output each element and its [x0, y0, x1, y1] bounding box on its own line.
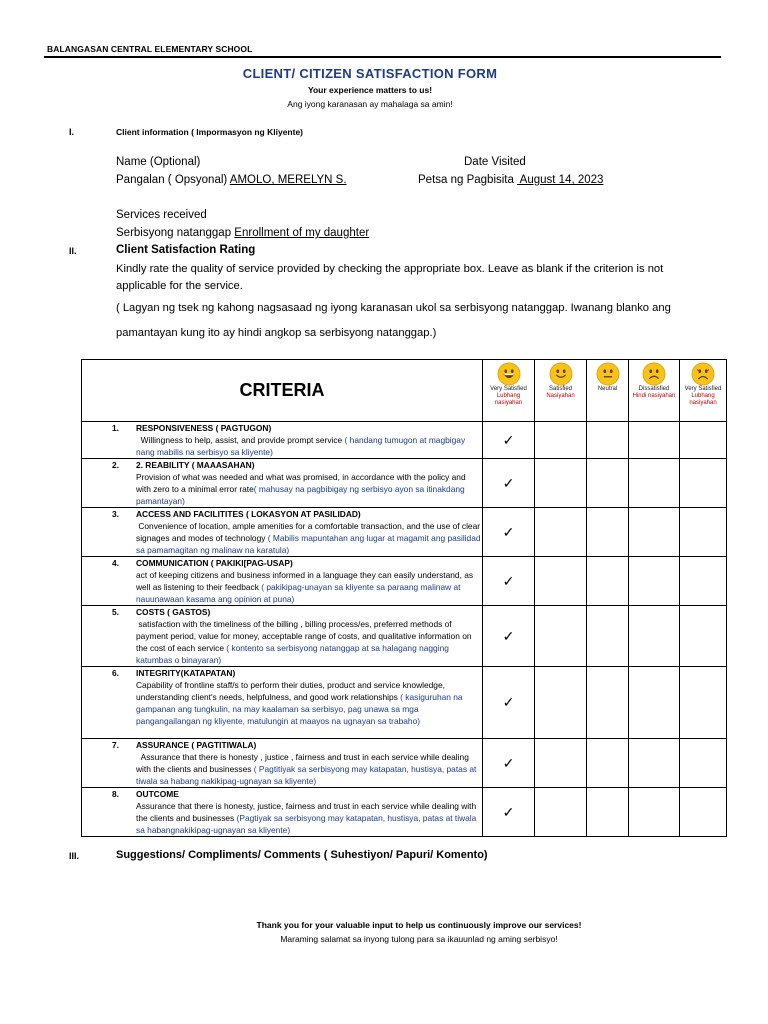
criteria-row	[82, 788, 727, 837]
rating-checkbox[interactable]	[483, 508, 535, 557]
criteria-number: 3.	[112, 509, 119, 519]
criteria-cell	[82, 422, 483, 459]
services-label: Services received	[116, 209, 207, 221]
rating-label: Satisfied	[548, 386, 572, 392]
date-row	[418, 174, 603, 186]
rating-label-filipino: Lubhang nasiyahan	[689, 393, 717, 406]
rating-checkbox[interactable]	[483, 667, 535, 739]
rating-checkbox[interactable]	[629, 667, 680, 739]
criteria-description: Assurance that there is honesty, justice, fairness and trust in each service while dealing with the clients and businesses	[136, 801, 479, 823]
rating-label: Dissatisfied	[638, 386, 670, 392]
rating-checkbox[interactable]	[680, 508, 727, 557]
criteria-title: RESPONSIVENESS ( PAGTUGON)	[136, 423, 272, 433]
check-mark: ✓	[502, 572, 515, 589]
rating-checkbox[interactable]	[629, 557, 680, 606]
rating-checkbox[interactable]	[535, 739, 587, 788]
rating-checkbox[interactable]	[483, 459, 535, 508]
rating-checkbox[interactable]	[535, 606, 587, 667]
rating-checkbox[interactable]	[629, 606, 680, 667]
criteria-cell	[82, 459, 483, 508]
criteria-number: 8.	[112, 789, 119, 799]
check-mark: ✓	[502, 523, 515, 540]
rating-checkbox[interactable]	[483, 422, 535, 459]
criteria-row	[82, 557, 727, 606]
criteria-description: Willingness to help, assist, and provide prompt service	[136, 435, 343, 445]
criteria-number: 5.	[112, 607, 119, 617]
rating-checkbox[interactable]	[587, 557, 629, 606]
services-label-filipino: Serbisyong natanggap	[116, 227, 232, 239]
instructions-filipino: ( Lagyan ng tsek ng kahong nagsasaad ng iyong karanasan ukol sa serbisyong natanggap. Iwanang blanko ang pamantayan kung ito ay hindi angkop sa serbisyong natanggap.)	[116, 302, 671, 339]
name-label: Name (Optional)	[116, 156, 201, 168]
section-1-heading: Client information ( Impormasyon ng Kliyente)	[116, 127, 304, 137]
criteria-cell	[82, 606, 483, 667]
rating-checkbox[interactable]	[680, 739, 727, 788]
rating-checkbox[interactable]	[483, 788, 535, 837]
rating-checkbox[interactable]	[629, 508, 680, 557]
criteria-description: Provision of what was needed and what was promised, in accordance with the policy and with zero to a minimal error rate	[136, 472, 468, 494]
criteria-number: 4.	[112, 558, 119, 568]
subtitle-filipino: Ang iyong karanasan ay mahalaga sa amin!	[287, 99, 453, 109]
criteria-description: Capability of frontline staff/s to perform their duties, product and service knowledge, understanding client's needs, helpfulness, and good work relationships	[136, 680, 448, 702]
dissatisfied-face-icon	[629, 362, 679, 386]
criteria-description-filipino: ( kontento sa serbisyong natanggap at sa halagang nagging katumbas o binayaran)	[136, 643, 452, 665]
criteria-number: 2.	[112, 460, 119, 470]
neutral-face-icon	[587, 362, 628, 386]
rating-checkbox[interactable]	[587, 606, 629, 667]
criteria-description-filipino: ( Pagtitiyak sa serbisyong may katapatan, hustisya, patas at tiwala sa habang nakikipag-ugnayan sa kliyente)	[136, 764, 479, 786]
criteria-cell	[82, 788, 483, 837]
rating-checkbox[interactable]	[629, 459, 680, 508]
rating-checkbox[interactable]	[587, 459, 629, 508]
criteria-description: Convenience of location, ample amenities for a comfortable transaction, and the use of clear signages and modes of technology	[136, 521, 483, 543]
date-label-filipino: Petsa ng Pagbisita	[418, 174, 514, 186]
suggestions-field[interactable]	[116, 868, 716, 908]
criteria-cell	[82, 557, 483, 606]
instructions-english: Kindly rate the quality of service provided by checking the appropriate box. Leave as blank if the criterion is not applicable for the service.	[116, 263, 664, 292]
rating-header-1	[483, 360, 535, 422]
criteria-number: 1.	[112, 423, 119, 433]
rating-label-filipino: Hindi nasiyahan	[632, 393, 676, 399]
rating-checkbox[interactable]	[535, 459, 587, 508]
criteria-row	[82, 459, 727, 508]
rating-label: Neutral	[597, 386, 618, 392]
services-field[interactable]: Enrollment of my daughter	[234, 227, 370, 239]
criteria-header-row	[82, 360, 727, 422]
rating-checkbox[interactable]	[587, 508, 629, 557]
rating-checkbox[interactable]	[680, 557, 727, 606]
check-mark: ✓	[502, 803, 515, 820]
criteria-row	[82, 739, 727, 788]
rating-checkbox[interactable]	[535, 508, 587, 557]
section-2-number: II.	[69, 246, 77, 256]
rating-checkbox[interactable]	[629, 788, 680, 837]
form-title: CLIENT/ CITIZEN SATISFACTION FORM	[242, 66, 498, 81]
check-mark: ✓	[502, 431, 515, 448]
criteria-description: Assurance that there is honesty , justice , fairness and trust in each service while dealing with the clients and businesses	[136, 752, 472, 774]
rating-checkbox[interactable]	[535, 557, 587, 606]
rating-checkbox[interactable]	[680, 422, 727, 459]
rating-checkbox[interactable]	[680, 606, 727, 667]
subtitle-english: Your experience matters to us!	[307, 85, 433, 95]
check-mark: ✓	[502, 694, 515, 710]
name-field[interactable]: AMOLO, MERELYN S.	[229, 174, 347, 186]
date-label: Date Visited	[464, 156, 526, 168]
school-name: BALANGASAN CENTRAL ELEMENTARY SCHOOL	[47, 44, 253, 54]
section-2-heading: Client Satisfaction Rating	[116, 244, 256, 256]
criteria-table	[81, 359, 727, 837]
criteria-description-filipino: ( kasiguruhan na gampanan ang tungkulin, na may kaalaman sa serbisyo, pag unawa sa mga pangangailangan ng kliyente, matulungin at maayos na ugnayan sa trabaho)	[136, 692, 465, 726]
criteria-number: 6.	[112, 668, 119, 678]
rating-checkbox[interactable]	[587, 422, 629, 459]
section-3-number: III.	[69, 851, 80, 861]
rating-header-3	[587, 360, 629, 422]
criteria-row	[82, 667, 727, 739]
name-row	[116, 174, 347, 186]
rating-label: Very Satisfied	[684, 386, 722, 392]
rating-checkbox[interactable]	[483, 557, 535, 606]
criteria-description-filipino: ( Mabilis mapuntahan ang lugar at magamit ang pasilidad sa pamamagitan ng malinaw na karatula)	[136, 533, 483, 555]
rating-checkbox[interactable]	[535, 667, 587, 739]
rating-checkbox[interactable]	[587, 788, 629, 837]
rating-label-filipino: Nasiyahan	[546, 393, 575, 399]
criteria-cell	[82, 739, 483, 788]
footer-thanks-english: Thank you for your valuable input to help us continuously improve our services!	[256, 920, 582, 930]
rating-checkbox[interactable]	[680, 788, 727, 837]
criteria-header: CRITERIA	[82, 360, 483, 422]
rating-checkbox[interactable]	[629, 739, 680, 788]
criteria-cell	[82, 667, 483, 739]
rating-label-filipino: Lubhang nasiyahan	[494, 393, 523, 406]
very-satisfied-face-icon	[483, 362, 534, 386]
section-1-number: I.	[69, 127, 75, 137]
rating-label: Very Satisfied	[490, 386, 527, 392]
rating-header-2	[535, 360, 587, 422]
rating-checkbox[interactable]	[535, 422, 587, 459]
very-dissatisfied-face-icon	[680, 362, 726, 386]
rating-checkbox[interactable]	[680, 667, 727, 739]
check-mark: ✓	[502, 474, 515, 491]
criteria-description: act of keeping citizens and business informed in a language they can easily understand, as well as listening to their feedback	[136, 570, 476, 592]
criteria-title: COMMUNICATION ( PAKIKI[PAG-USAP)	[136, 558, 293, 568]
rating-checkbox[interactable]	[629, 422, 680, 459]
criteria-description-filipino: ( pakikipag-unayan sa kliyente sa paraang malinaw at nauunawaan kasama ang opinion at puna)	[136, 582, 463, 604]
criteria-description-filipino: ( mahusay na pagbibigay ng serbisyo ayon sa itinakdang pamantayan)	[136, 484, 467, 506]
criteria-number: 7.	[112, 740, 119, 750]
name-label-filipino: Pangalan ( Opsyonal)	[116, 174, 228, 186]
services-row	[116, 227, 369, 239]
criteria-row	[82, 422, 727, 459]
criteria-row	[82, 508, 727, 557]
rating-checkbox[interactable]	[483, 739, 535, 788]
criteria-description-filipino: ( handang tumugon at magbigay nang mabilis na serbisyo sa kliyente)	[136, 435, 468, 457]
rating-checkbox[interactable]	[587, 667, 629, 739]
criteria-cell	[82, 508, 483, 557]
criteria-title: 2. REABILITY ( MAAASAHAN)	[136, 460, 255, 470]
rating-checkbox[interactable]	[587, 739, 629, 788]
criteria-row	[82, 606, 727, 667]
rating-checkbox[interactable]	[535, 788, 587, 837]
footer-thanks-filipino: Maraming salamat sa inyong tulong para sa ikauunlad ng aming serbisyo!	[280, 934, 558, 944]
criteria-title: OUTCOME	[136, 789, 179, 799]
rating-checkbox[interactable]	[680, 459, 727, 508]
rating-header-5	[680, 360, 727, 422]
satisfied-face-icon	[535, 362, 586, 386]
criteria-description: satisfaction with the timeliness of the billing , billing process/es, preferred methods of payment period, value for money, acceptable range of costs, and qualitative information on the cost of each service	[136, 619, 474, 653]
criteria-title: ACCESS AND FACILITITES ( LOKASYON AT PASILIDAD)	[136, 509, 361, 519]
criteria-title: COSTS ( GASTOS)	[136, 607, 211, 617]
rating-checkbox[interactable]	[483, 606, 535, 667]
criteria-title: INTEGRITY(KATAPATAN)	[136, 668, 236, 678]
header-divider	[44, 56, 721, 58]
rating-header-4	[629, 360, 680, 422]
date-field[interactable]: August 14, 2023	[517, 174, 604, 186]
check-mark: ✓	[502, 627, 515, 644]
section-3-heading: Suggestions/ Compliments/ Comments ( Suhestiyon/ Papuri/ Komento)	[116, 849, 488, 861]
criteria-description-filipino: (Pagtiyak sa serbisyong may katapatan, hustisya, patas at tiwala sa habangnakikipag-ugnayan sa kliyente)	[136, 813, 479, 835]
criteria-title: ASSURANCE ( PAGTITIWALA)	[136, 740, 257, 750]
check-mark: ✓	[502, 754, 515, 771]
